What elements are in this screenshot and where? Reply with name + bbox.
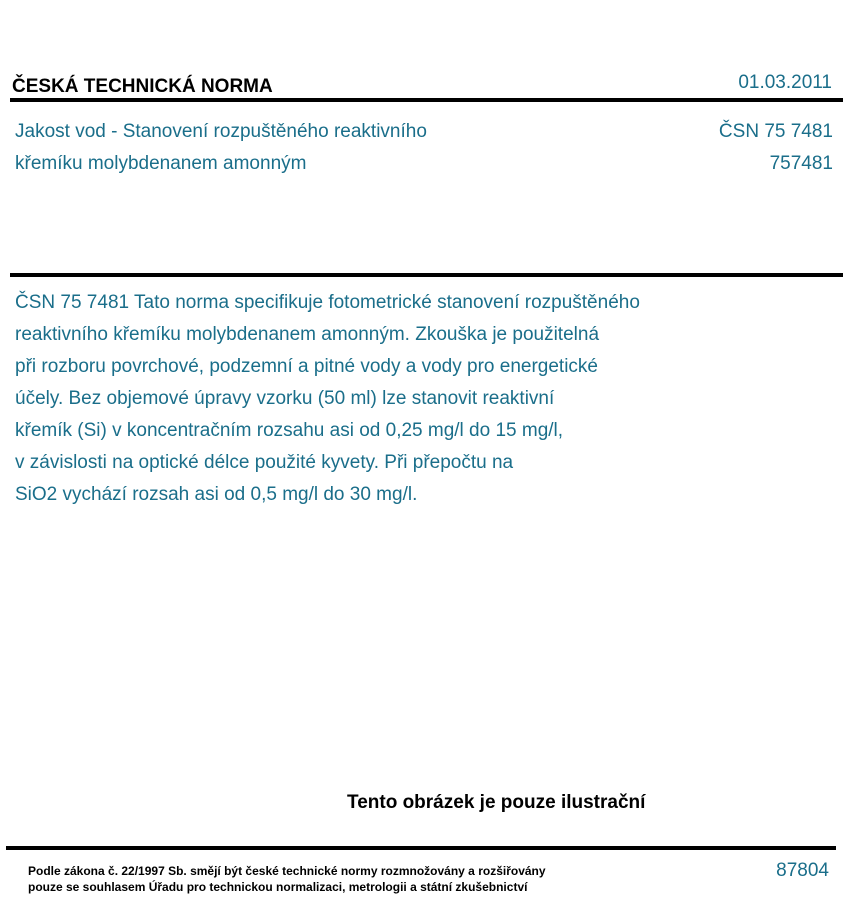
standard-title-row-2 xyxy=(15,148,833,180)
footer-legal-line-1: Podle zákona č. 22/1997 Sb. smějí být české technické normy rozmnožovány a rozšiřovány xyxy=(28,864,546,878)
document-header-title: ČESKÁ TECHNICKÁ NORMA xyxy=(12,76,273,97)
standard-title-block xyxy=(15,116,833,180)
abstract-line: křemík (Si) v koncentračním rozsahu asi od 0,25 mg/l do 15 mg/l, xyxy=(15,420,564,441)
abstract-line: SiO2 vychází rozsah asi od 0,5 mg/l do 30 mg/l. xyxy=(15,484,418,505)
standard-title-line-1: Jakost vod - Stanovení rozpuštěného reaktivního xyxy=(15,121,427,142)
abstract-line: ČSN 75 7481 Tato norma specifikuje fotometrické stanovení rozpuštěného xyxy=(15,292,640,313)
header-rule xyxy=(10,98,843,102)
abstract-line: účely. Bez objemové úpravy vzorku (50 ml) lze stanovit reaktivní xyxy=(15,388,555,409)
abstract-line: při rozboru povrchové, podzemní a pitné vody a vody pro energetické xyxy=(15,356,598,377)
standard-title-row-1 xyxy=(15,116,833,148)
footer-legal-line-2: pouze se souhlasem Úřadu pro technickou normalizaci, metrologii a státní zkušebnictví xyxy=(28,880,528,894)
abstract-line: v závislosti na optické délce použité kyvety. Při přepočtu na xyxy=(15,452,514,473)
section-rule xyxy=(10,273,843,277)
abstract-text xyxy=(15,287,775,511)
footer-rule xyxy=(6,846,836,850)
abstract-line: reaktivního křemíku molybdenanem amonným. Zkouška je použitelná xyxy=(15,324,600,345)
illustration-note: Tento obrázek je pouze ilustrační xyxy=(347,792,646,813)
standard-class-number: 757481 xyxy=(769,153,833,174)
footer-number: 87804 xyxy=(776,860,829,881)
standard-title-line-2: křemíku molybdenanem amonným xyxy=(15,153,307,174)
document-date: 01.03.2011 xyxy=(738,72,832,93)
footer-legal-notice xyxy=(28,863,546,895)
standard-code: ČSN 75 7481 xyxy=(718,121,833,142)
